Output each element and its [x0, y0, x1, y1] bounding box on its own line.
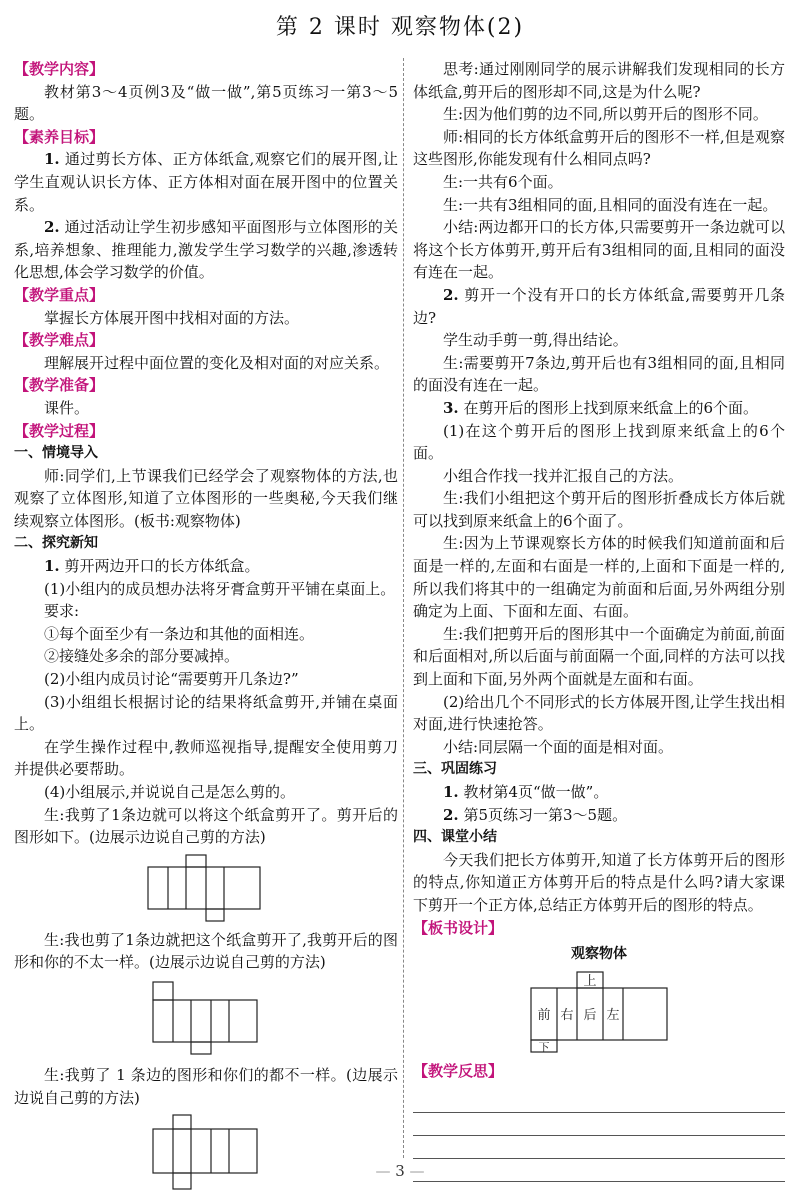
goal-2-num: 2. — [44, 218, 60, 237]
board-face-top: 上 — [583, 973, 597, 989]
summary-text: 今天我们把长方体剪开,知道了长方体剪开后的图形的特点,你知道正方体剪开后的特点是什么吗?请大家课下剪开一个正方体,总结正方体剪开后的图形的特点。 — [413, 850, 785, 914]
heading-summary: 四、课堂小结 — [413, 829, 497, 846]
activity-text: 学生动手剪一剪,得出结论。 — [443, 331, 628, 350]
explore-p8: 生:我剪了 1 条边的图形和你们的都不一样。(边展示边说自己剪的方法) — [14, 1065, 398, 1107]
summary-1: 小结:两边都开口的长方体,只需要剪开一条边就可以将这个长方体剪开,剪开后有3组相同的面,且相同的面没有连在一起。 — [413, 218, 785, 282]
section-tag-prep: 【教学准备】 — [14, 376, 105, 395]
explore-item-2-text: 剪开一个没有开口的长方体纸盒,需要剪开几条边? — [413, 285, 785, 327]
explore-req-2: ②接缝处多余的部分要减掉。 — [44, 647, 240, 666]
explore-item-3 — [413, 397, 785, 420]
goal-1-text: 通过剪长方体、正方体纸盒,观察它们的展开图,让学生直观认识长方体、正方体相对面在展开图中的位置关系。 — [14, 150, 398, 214]
reflection-line — [413, 1090, 785, 1113]
page-number-value: 3 — [395, 1162, 405, 1180]
answer-3: 生:一共有3组相同的面,且相同的面没有连在一起。 — [443, 195, 778, 214]
board-net-figure — [529, 970, 669, 1054]
lesson-title: 第 2 课时 观察物体(2) — [275, 15, 525, 40]
think-text: 思考:通过刚刚同学的展示讲解我们发现相同的长方体纸盒,剪开后的图形却不同,这是为什么呢? — [413, 60, 785, 101]
difficulty-text: 理解展开过程中面位置的变化及相对面的对应关系。 — [44, 353, 390, 372]
explore-item-3-num: 3. — [443, 398, 459, 417]
section-tag-board: 【板书设计】 — [413, 918, 504, 937]
reflection-line — [413, 1113, 785, 1136]
right-column — [413, 58, 785, 1182]
explore-item-1-text: 剪开两边开口的长方体纸盒。 — [64, 557, 260, 576]
practice-2-text: 第5页练习一第3～5题。 — [463, 805, 628, 824]
board-face-left: 左 — [606, 1007, 620, 1023]
goal-1-num: 1. — [44, 150, 60, 169]
goal-1 — [14, 148, 398, 216]
explore-p3: (3)小组组长根据讨论的结果将纸盒剪开,并铺在桌面上。 — [14, 692, 398, 734]
answer-7: 生:我们把剪开后的图形其中一个面确定为前面,前面和后面相对,所以后面与前面隔一个面,同样的方法可以找到上面和下面,另外两个面就是左面和右面。 — [413, 624, 785, 689]
answer-6: 生:因为上节课观察长方体的时候我们知道前面和后面是一样的,左面和右面是一样的,上面和下面是一样的,所以我们将其中的一组确定为前面和后面,另外两组分别确定为上面、下面和左面、右面。 — [413, 534, 785, 621]
explore-p1: (1)小组内的成员想办法将牙膏盒剪开平铺在桌面上。 — [44, 579, 396, 598]
answer-5: 生:我们小组把这个剪开后的图形折叠成长方体后就可以找到原来纸盒上的6个面了。 — [413, 489, 785, 530]
explore-item-1 — [14, 555, 398, 578]
content-text: 教材第3～4页例3及“做一做”,第5页练习一第3～5题。 — [14, 82, 398, 124]
explore-item-1-num: 1. — [44, 557, 60, 576]
heading-explore: 二、探究新知 — [14, 535, 98, 552]
column-divider — [403, 58, 404, 1158]
net-figure-1 — [146, 853, 266, 923]
practice-1-num: 1. — [443, 783, 459, 801]
task-2: (2)给出几个不同形式的长方体展开图,让学生找出相对面,进行快速抢答。 — [413, 692, 785, 734]
practice-2 — [413, 804, 785, 827]
goal-2-text: 通过活动让学生初步感知平面图形与立体图形的关系,培养想象、推理能力,激发学生学习数学的兴趣,渗透转化思想,体会学习数学的价值。 — [14, 218, 398, 282]
practice-1-text: 教材第4页“做一做”。 — [463, 783, 609, 801]
practice-1 — [413, 781, 785, 804]
group-work: 小组合作找一找并汇报自己的方法。 — [443, 466, 684, 485]
explore-p4: 在学生操作过程中,教师巡视指导,提醒安全使用剪刀并提供必要帮助。 — [14, 737, 398, 779]
situation-text: 师:同学们,上节课我们已经学会了观察物体的方法,也观察了立体图形,知道了立体图形的一些奥秘,今天我们继续观察立体图形。(板书:观察物体) — [14, 466, 398, 530]
board-face-right: 右 — [560, 1007, 574, 1023]
explore-item-2-num: 2. — [443, 285, 459, 304]
section-tag-goals: 【素养目标】 — [14, 127, 105, 146]
explore-p5: (4)小组展示,并说说自己是怎么剪的。 — [44, 783, 296, 801]
net-figure-2 — [151, 978, 261, 1058]
board-face-bottom: 下 — [538, 1040, 550, 1054]
net-figure-3 — [151, 1113, 261, 1193]
board-face-back: 后 — [583, 1007, 597, 1023]
left-column — [14, 58, 398, 1199]
explore-p7: 生:我也剪了1条边就把这个纸盒剪开了,我剪开后的图形和你的不太一样。(边展示边说自己剪的方法) — [14, 930, 398, 972]
goal-2 — [14, 216, 398, 284]
section-tag-difficulty: 【教学难点】 — [14, 331, 105, 350]
prep-text: 课件。 — [44, 398, 90, 417]
page-number: — 3 — — [375, 1162, 425, 1180]
explore-p2: (2)小组内成员讨论“需要剪开几条边?” — [44, 670, 299, 689]
explore-p6: 生:我剪了1条边就可以将这个纸盒剪开了。剪开后的图形如下。(边展示边说自己剪的方法) — [14, 805, 398, 847]
answer-4: 生:需要剪开7条边,剪开后也有3组相同的面,且相同的面没有连在一起。 — [413, 353, 785, 395]
section-tag-reflection: 【教学反思】 — [413, 1061, 504, 1080]
explore-item-2 — [413, 284, 785, 329]
section-tag-key: 【教学重点】 — [14, 285, 105, 304]
board-face-front: 前 — [537, 1007, 551, 1023]
heading-situation: 一、情境导入 — [14, 445, 98, 462]
practice-2-num: 2. — [443, 805, 459, 824]
answer-1: 生:因为他们剪的边不同,所以剪开后的图形不同。 — [443, 105, 768, 124]
heading-practice: 三、巩固练习 — [413, 761, 497, 778]
task-1: (1)在这个剪开后的图形上找到原来纸盒上的6个面。 — [413, 421, 785, 463]
section-tag-process: 【教学过程】 — [14, 421, 105, 440]
teacher-q: 师:相同的长方体纸盒剪开后的图形不一样,但是观察这些图形,你能发现有什么相同点吗? — [413, 127, 785, 169]
summary-2: 小结:同层隔一个面的面是相对面。 — [443, 737, 674, 756]
board-title: 观察物体 — [571, 946, 627, 963]
section-tag-content: 【教学内容】 — [14, 60, 105, 78]
answer-2: 生:一共有6个面。 — [443, 172, 563, 191]
explore-req-1: ①每个面至少有一条边和其他的面相连。 — [44, 624, 315, 643]
key-text: 掌握长方体展开图中找相对面的方法。 — [44, 308, 300, 327]
explore-item-3-text: 在剪开后的图形上找到原来纸盒上的6个面。 — [463, 398, 758, 417]
reflection-line — [413, 1136, 785, 1159]
explore-req: 要求: — [44, 602, 80, 621]
